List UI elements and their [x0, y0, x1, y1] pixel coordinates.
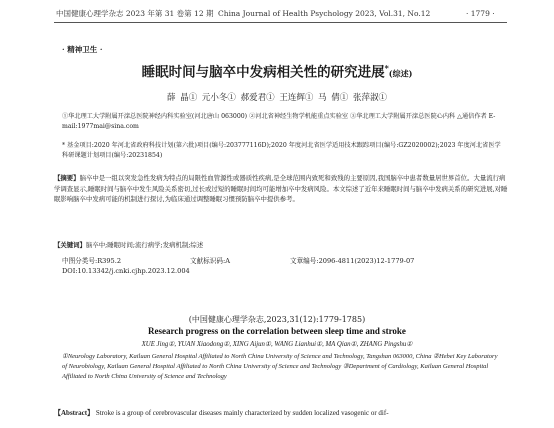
running-header-left: 中国健康心理学杂志 2023 年第 31 卷第 12 期 [56, 9, 214, 18]
citation: (中国健康心理学杂志,2023,31(12):1779-1785) [188, 315, 366, 324]
header-rule [54, 22, 507, 23]
abstract-cn-text: 脑卒中是一组以突发急性发病为特点的局限性血管源性或器质性疾病,是全球范围内致死和致残的主要原因,我国脑卒中患者数量居世界首位。大量流行病学调查显示,睡眠时间与脑卒中发生风险关系密切,过长或过短的睡眠时间均可能增加卒中发病风险。本文综述了近年来睡眠时间与脑卒中发病关系的研究进展,对睡眠影响脑卒中发病可能的机制进行探讨,为临床通过调整睡眠习惯预防脑卒中提供参考。 [54, 174, 508, 204]
clc-number: 中图分类号:R395.2 [62, 257, 122, 265]
article-type: (综述) [388, 68, 413, 79]
english-affiliations: ①Neurology Laboratory, Kailuan General Hospital Affiliated to North China University of Science and Technology, Tangshan 063000, China ②Hebei Key Laboratory of Neurobiology, Kailuan General Hospital Affiliated to North China University of Science and Technology ③Department of Cardiology, Kailuan General Hospital Affiliated to North China University of Science and Technology [62, 353, 498, 380]
abstract-cn [54, 173, 510, 205]
article-title [0, 64, 554, 80]
article-number: 文章编号:2096-4811(2023)12-1779-07 [290, 257, 415, 265]
document-code: 文献标识码:A [190, 257, 230, 265]
keywords-text: 脑卒中;睡眠时间;流行病学;发病机制;综述 [85, 241, 204, 249]
author-list: 薛 晶① 元小冬① 郝爱君① 王连辉① 马 倩① 张萍淑① [167, 93, 387, 103]
column-label: · 精神卫生 · [62, 45, 103, 54]
keywords [54, 240, 510, 251]
article-title-main: 睡眠时间与脑卒中发病相关性的研究进展 [141, 64, 385, 81]
affiliations-cn: ①华北理工大学附属开滦总医院神经内科实验室(河北唐山 063000) ②河北省神经生物学机能重点实验室 ③华北理工大学附属开滦总医院心内科 △通信作者 E-mail:1977mai@sina.com [62, 113, 496, 130]
doi: DOI:10.13342/j.cnki.cjhp.2023.12.004 [62, 267, 190, 275]
english-title: Research progress on the correlation between sleep time and stroke [148, 326, 406, 336]
english-abstract [54, 408, 514, 418]
funding-note: * 基金项目:2020 年河北省政府科技计划(第六批)项目(编号:203777116D);2020 年度河北省医学适用技术跟踪项目(编号:GZ2020002);2023 年度河北省医学科研课题计划项目(编号:20231854) [62, 142, 501, 159]
keywords-label: 【关键词】 [54, 241, 86, 249]
abstract-cn-label: 【摘要】 [54, 174, 80, 182]
page-number: · 1779 · [466, 9, 495, 18]
english-abstract-label: 【Abstract】 [54, 409, 95, 417]
funding-mark: * [384, 63, 389, 73]
running-header-center: China Journal of Health Psychology 2023, Vol.31, No.12 [218, 9, 431, 18]
english-authors: XUE Jing①, YUAN Xiaodong①, XING Aijun①, WANG Lianhui①, MA Qian①, ZHANG Pingshu① [141, 341, 413, 348]
english-abstract-text: Stroke is a group of cerebrovascular diseases mainly characterized by sudden localized vasogenic or dif- [95, 409, 389, 417]
